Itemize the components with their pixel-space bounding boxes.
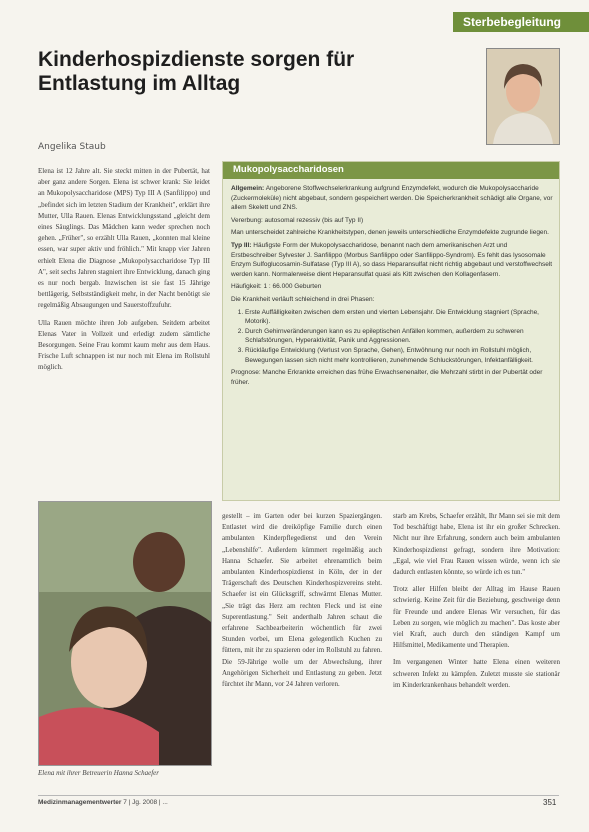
info-box-body	[231, 184, 553, 390]
info-box-title: Mukopolysaccharidosen	[233, 164, 344, 175]
footer-source	[38, 799, 168, 806]
paragraph: starb am Krebs, Schaefer erzählt, Ihr Mann sei sie mit dem Tod beschäftigt habe, Elena ist ihr ein großer Schrecken. Nicht nur ihre Erfahrung, sondern auch beim ambulanten Kinderhospizdienst gefragt, sondern ihre Motivation: „Egal, wie viel Frau Rauen wissen würde, wenn ich sie dadurch entlasten könnte, so würde ich es tun."	[393, 512, 560, 577]
article-column-2	[222, 511, 382, 696]
author-byline: Angelika Staub	[38, 142, 106, 152]
phase-item: 2. Durch Gehirnveränderungen kann es zu epileptischen Anfällen kommen, außerdem zu schweren Schlafstörungen, Hyperaktivität, Panik und Aggressionen.	[245, 327, 553, 346]
photo-caption: Elena mit ihrer Betreuerin Hanna Schaefer	[38, 769, 159, 777]
footer-divider	[38, 795, 559, 796]
author-portrait	[486, 48, 560, 145]
phase-item: 1. Erste Auffälligkeiten zwischen dem ersten und vierten Lebensjahr. Die Entwicklung stagniert (Sprache, Motorik).	[245, 308, 553, 327]
photo-image	[39, 502, 211, 765]
paragraph: Trotz aller Hilfen bleibt der Alltag im Hause Rauen schwierig. Keine Zeit für die Beziehung, geschweige denn für Freunde und andere Elenas Wir versuchen, für das Leben zu sorgen, wie möglich zu machen". Das koste aber viel Kraft, auch durch den ständigen Kampf um Hilfsmittel, Medikamente und Therapien.	[393, 585, 560, 650]
info-paragraph: Häufigkeit: 1 : 66.000 Geburten	[231, 283, 322, 291]
article-column-1	[38, 166, 210, 380]
info-box	[222, 161, 560, 501]
paragraph: Im vergangenen Winter hatte Elena einen weiteren schweren Infekt zu kämpfen. Zuletzt musste sie stationär im Kinderkrankenhaus behandelt werden.	[393, 658, 560, 689]
phase-item: 3. Rückläufige Entwicklung (Verlust von Sprache, Gehen), Entwöhnung nur noch im Rollstuhl möglich, Bewegungen lassen sich nicht mehr kontrollieren, zunehmende Schluckstörungen, Infektanfälligkeit.	[245, 346, 553, 365]
paragraph: Ulla Rauen möchte ihren Job aufgeben. Seitdem arbeitet Elenas Vater in Vollzeit und erledigt zudem sämtliche Besorgungen. Seine Frau kommt kaum mehr aus dem Haus. Frische Luft schnappen ist nur noch mit Elena im Rollstuhl möglich.	[38, 318, 210, 372]
page-number: 351	[543, 798, 557, 807]
info-paragraph: Vererbung: autosomal rezessiv (bis auf Typ II)	[231, 216, 364, 224]
magazine-name: Medizinmanagementwerter	[38, 799, 122, 806]
info-paragraph: Allgemein: Angeborene Stoffwechselerkrankung aufgrund Enzymdefekt, wodurch die Mukopolysaccharide (Zuckermoleküle) nicht abgebaut, sondern gespeichert werden. Die Speicherkrankheit schädigt alle Organe, vor allem Skelett und ZNS.	[231, 185, 553, 212]
info-lead: Typ III:	[231, 241, 252, 249]
paragraph: Elena ist 12 Jahre alt. Sie steckt mitten in der Pubertät, hat aber ganz andere Sorgen. Elena ist schwer krank: Sie leidet an Mukopolysaccharidose (MPS) Typ III A (Sanfilippo) und „befindet sich im letzten Stadium der Krankheit", erklärt ihre Mutter, Ulla Rauen. Elenas Entwicklungsstand „gleicht dem eines Säuglings. Das Mädchen kann weder sprechen noch gehen. „Früher", so erzählt Ulla Rauen, „konnten mal kleine essen, war super aktiv und fröhlich." Mit knapp vier Jahren erhielt Elena die Diagnose „Mukopolysaccharidose Typ III A", seit sechs Jahren stagniert ihre Entwicklung, danach ging es nur noch bergab. Inzwischen ist sie fast 15 Jährige bettlägerig, Selbstständigkeit mehr, in der Nacht benötigt sie regelmäßig Absaugungen und Sauerstoffzufuhr.	[38, 167, 210, 310]
prognosis: Prognose: Manche Erkrankte erreichen das frühe Erwachsenenalter, die Mehrzahl stirbt in der Pubertät oder früher.	[231, 369, 543, 386]
info-paragraph: Die Krankheit verläuft schleichend in drei Phasen:	[231, 295, 375, 303]
article-photo	[38, 501, 212, 766]
article-column-3	[393, 511, 560, 697]
portrait-image	[487, 49, 559, 144]
info-paragraph: Man unterscheidet zahlreiche Krankheitstypen, denen jeweils unterschiedliche Enzymdefekte zugrunde liegen.	[231, 229, 549, 237]
phase-list	[231, 308, 553, 366]
article-title: Kinderhospizdienste sorgen für Entlastung im Alltag	[38, 48, 355, 95]
paragraph: gestellt – im Garten oder bei kurzen Spaziergängen. Entlastet wird die dreiköpfige Familie durch einen ambulanten Kinderpflegedienst und den Verein „Lebenshilfe". Außerdem kümmert regelmäßig auch Hanna Schaefer. Sie arbeitet ehrenamtlich beim ambulanten Kinderhospizdienst in Köln, der in der Trägerschaft des Deutschen Kinderhospizvereins steht. Schaefer ist ein Glücksgriff, schwärmt Elenas Mutter. „Sie trägt das Herz am rechten Fleck und ist eine Superentlastung." Seit anderthalb Jahren schaut die erfahrene Sachbearbeiterin wöchentlich für zwei Stunden vorbei, um Elena gelegentlich Kuchen zu füttern, mit ihr zu spazieren oder im Rollstuhl zu fahren. Die 59-Jährige wolle um der Abwechslung, ihrer Angehörigen Sicherheit und Entlastung zu geben. Jetzt fürchtet ihr Mann, vor 24 Jahren verloren.	[222, 512, 382, 689]
info-lead: Allgemein:	[231, 185, 265, 192]
section-tag: Sterbebegleitung	[453, 12, 589, 32]
issue-info: 7 | Jg. 2008 | ...	[123, 799, 168, 806]
info-paragraph: Typ III: Häufigste Form der Mukopolysaccharidose, benannt nach dem amerikanischen Arzt und Erstbeschreiber Sylvester J. Sanfilippo (Morbus Sanfilippo oder Sanfilippo-Syndrom). Es fehlt das lysosomale Enzym Sulfoglucosamin-Sulfatase (Typ III A), so dass Heparansulfat nicht richtig abgebaut und verstoffwechselt werden kann. Normalerweise dient Heparansulfat quasi als Kitt zwischen den Kollagenfasern.	[231, 241, 553, 278]
